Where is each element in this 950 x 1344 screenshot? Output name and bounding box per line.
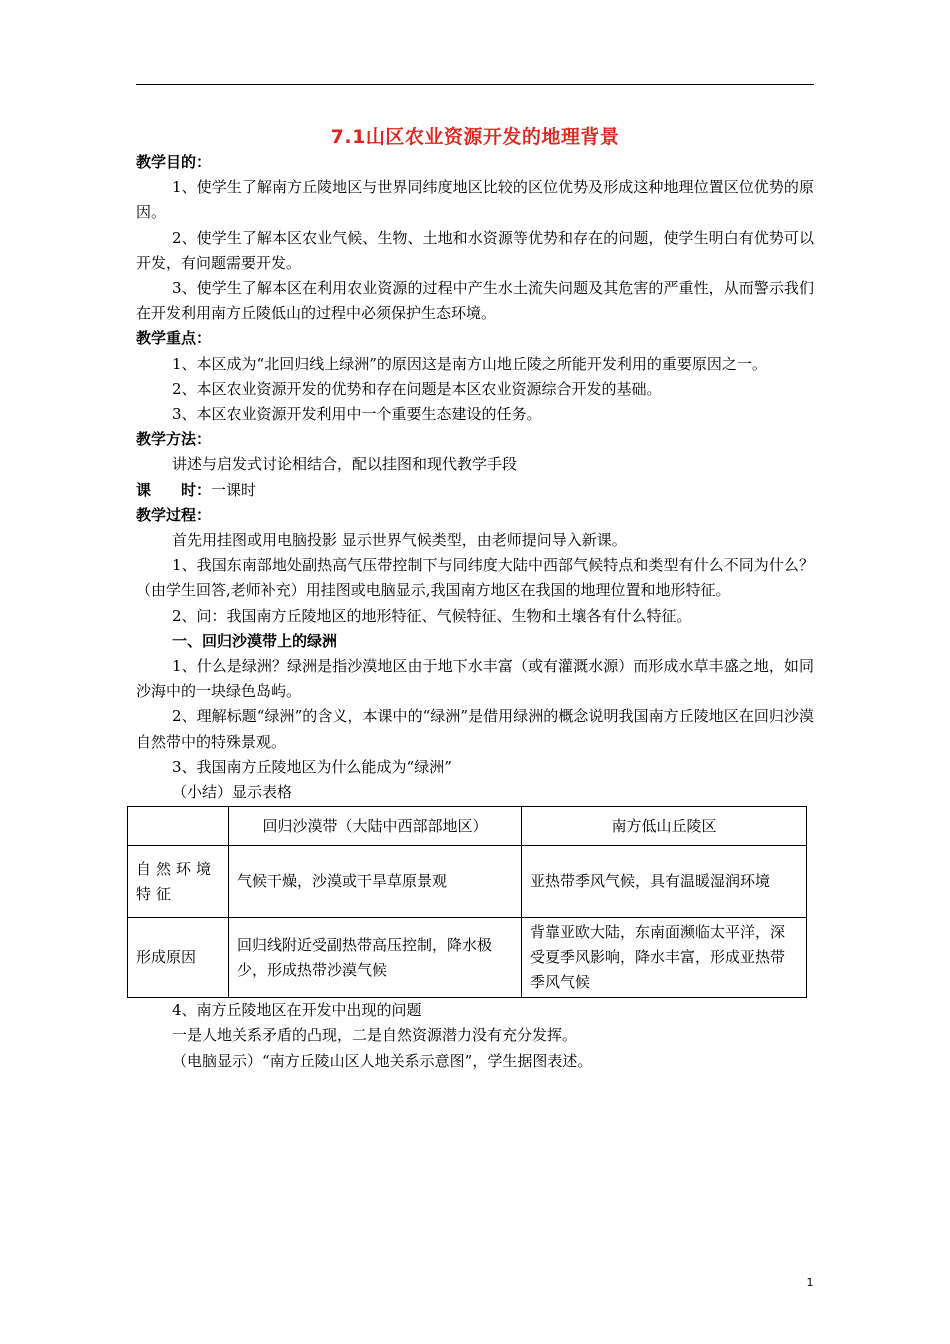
goal-item: 3、使学生了解本区在利用农业资源的过程中产生水土流失问题及其危害的严重性，从而警示我们在开发利用南方丘陵低山的过程中必须保护生态环境。 xyxy=(136,279,814,323)
method-text: 讲述与启发式讨论相结合，配以挂图和现代教学手段 xyxy=(172,455,518,474)
document-body xyxy=(136,150,814,1074)
table-cell: 气候干燥，沙漠或干旱草原景观 xyxy=(229,846,522,918)
oasis-item: 3、我国南方丘陵地区为什么能成为“绿洲” xyxy=(172,757,452,776)
table-cell: 回归线附近受副热带高压控制，降水极少，形成热带沙漠气候 xyxy=(229,918,522,998)
goals-heading: 教学目的： xyxy=(136,153,212,171)
table-row xyxy=(128,846,807,918)
keypoint-item: 2、本区农业资源开发的优势和存在问题是本区农业资源综合开发的基础。 xyxy=(172,379,662,398)
oasis-item: 1、什么是绿洲？绿洲是指沙漠地区由于地下水丰富（或有灌溉水源）而形成水草丰盛之地，如同沙海中的一块绿色岛屿。 xyxy=(136,657,814,701)
header-rule xyxy=(136,84,814,85)
oasis-item: 2、理解标题“绿洲”的含义，本课中的“绿洲”是借用绿洲的概念说明我国南方丘陵地区在回归沙漠自然带中的特殊景观。 xyxy=(136,707,814,751)
keypoint-item: 1、本区成为“北回归线上绿洲”的原因这是南方山地丘陵之所能开发利用的重要原因之一。 xyxy=(172,354,767,373)
table-cell: 亚热带季风气候，具有温暖湿润环境 xyxy=(522,846,807,918)
process-item: 2、问：我国南方丘陵地区的地形特征、气候特征、生物和土壤各有什么特征。 xyxy=(172,606,692,625)
table-header-cell: 回归沙漠带（大陆中西部部地区） xyxy=(229,807,522,846)
document-title: 7.1山区农业资源开发的地理背景 xyxy=(330,126,620,148)
hours-label: 课 时： xyxy=(136,480,212,499)
method-heading: 教学方法： xyxy=(136,430,212,449)
after-item: （电脑显示）“南方丘陵山区人地关系示意图”，学生据图表述。 xyxy=(172,1051,593,1070)
hours-line xyxy=(136,478,814,503)
table-row xyxy=(128,918,807,998)
goal-item: 2、使学生了解本区农业气候、生物、土地和水资源等优势和存在的问题，使学生明白有优势可以开发，有问题需要开发。 xyxy=(136,228,814,272)
comparison-table xyxy=(127,806,807,998)
process-item: 首先用挂图或用电脑投影 显示世界气候类型，由老师提问导入新课。 xyxy=(172,531,627,550)
table-header-row xyxy=(128,807,807,846)
hours-value: 一课时 xyxy=(211,480,257,499)
process-item: 1、我国东南部地处副热高气压带控制下与同纬度大陆中西部气候特点和类型有什么不同为什么？（由学生回答,老师补充）用挂图或电脑显示,我国南方地区在我国的地理位置和地形特征。 xyxy=(136,556,814,600)
goal-item: 1、使学生了解南方丘陵地区与世界同纬度地区比较的区位优势及形成这种地理位置区位优势的原因。 xyxy=(136,178,814,222)
keypoint-item: 3、本区农业资源开发利用中一个重要生态建设的任务。 xyxy=(172,405,542,424)
keypoints-heading: 教学重点： xyxy=(136,329,212,348)
table-cell: 背靠亚欧大陆，东南面濒临太平洋，深受夏季风影响，降水丰富，形成亚热带季风气候 xyxy=(522,918,807,998)
page-number: 1 xyxy=(806,1276,814,1289)
process-heading: 教学过程： xyxy=(136,505,212,524)
table-header-cell xyxy=(128,807,229,846)
after-item: 一是人地关系矛盾的凸现，二是自然资源潜力没有充分发挥。 xyxy=(172,1026,578,1045)
section-heading-oasis: 一、回归沙漠带上的绿洲 xyxy=(172,631,338,650)
after-item: 4、南方丘陵地区在开发中出现的问题 xyxy=(172,1001,422,1020)
table-cell: 自然环境特征 xyxy=(128,846,229,918)
table-header-cell: 南方低山丘陵区 xyxy=(522,807,807,846)
summary-label: （小结）显示表格 xyxy=(172,783,293,802)
table-cell: 形成原因 xyxy=(128,918,229,998)
